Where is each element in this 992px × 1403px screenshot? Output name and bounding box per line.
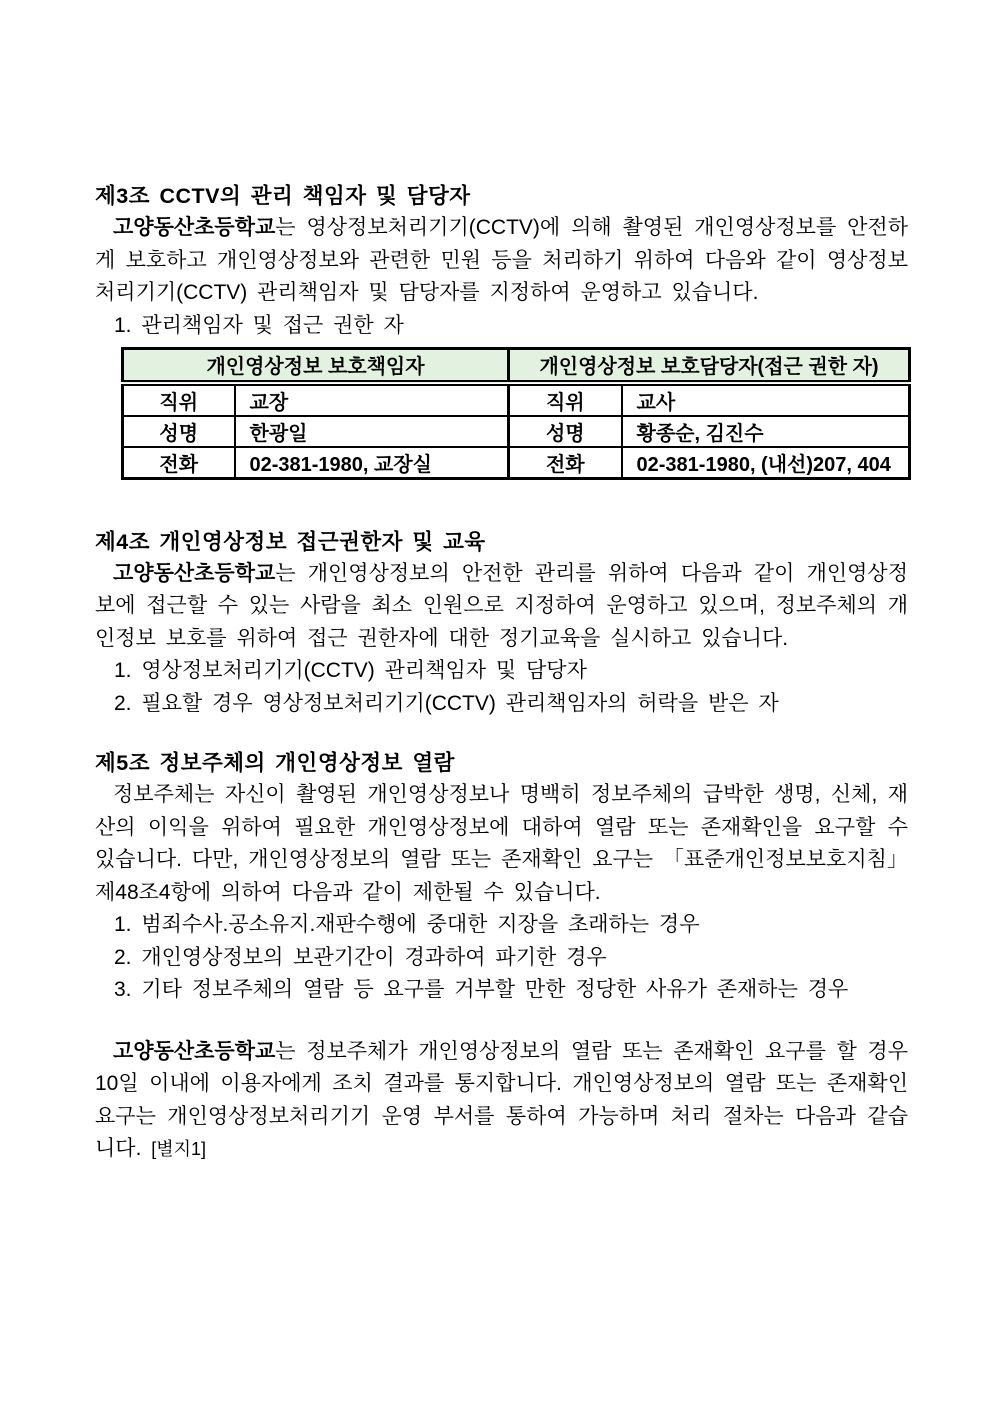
closing-paragraph (95, 1036, 908, 1166)
numbered-list-item: 3. 기타 정보주체의 열람 등 요구를 거부할 만한 정당한 사유가 존재하는 경우 (114, 978, 849, 1001)
numbered-list-item: 2. 필요할 경우 영상정보처리기기(CCTV) 관리책임자의 허락을 받은 자 (114, 691, 779, 715)
table-cell-value: 교장 (235, 383, 509, 416)
table-cell-value: 02-381-1980, (내선)207, 404 (622, 447, 910, 479)
table-header-protection-manager: 개인영상정보 보호담당자(접근 권한 자) (509, 349, 910, 383)
cctv-manager-table (121, 347, 911, 480)
article-3-section (95, 180, 908, 480)
numbered-list-item: 2. 개인영상정보의 보관기간이 경과하여 파기한 경우 (114, 945, 607, 969)
table-cell-label: 직위 (509, 383, 622, 416)
school-name-bold: 고양동산초등학교 (113, 561, 276, 585)
closing-paragraph-text: 는 정보주체가 개인영상정보의 열람 또는 존재확인 요구를 할 경우 10일 이내에 이용자에게 조치 결과를 통지합니다. 개인영상정보의 열람 또는 존재확인 요구는 개인영상정보처리기기 운영 부서를 통하여 가능하며 처리 절차는 다음과 같습니다. (95, 1039, 908, 1160)
article-4-section (95, 526, 908, 721)
article-4-heading: 제4조 개인영상정보 접근권한자 및 교육 (95, 529, 486, 554)
table-header-row (123, 349, 910, 383)
table-row-position (123, 383, 910, 416)
table-cell-label: 직위 (123, 383, 235, 416)
table-row-name (123, 416, 910, 447)
article-5-section (95, 747, 908, 1166)
table-cell-value: 02-381-1980, 교장실 (235, 447, 509, 479)
table-cell-label: 전화 (123, 447, 235, 479)
table-cell-label: 전화 (509, 447, 622, 479)
numbered-list-item: 1. 영상정보처리기기(CCTV) 관리책임자 및 담당자 (114, 659, 587, 682)
annex-reference: [별지1] (151, 1139, 207, 1159)
table-cell-value: 교사 (622, 383, 910, 416)
article-5-paragraph (95, 779, 908, 909)
article-3-paragraph-text: 는 영상정보처리기기(CCTV)에 의해 촬영된 개인영상정보를 안전하게 보호하고 개인영상정보와 관련한 민원 등을 처리하기 위하여 다음와 같이 영상정보처리기기(CCTV) 관리책임자 및 담당자를 지정하여 운영하고 있습니다. (95, 216, 908, 304)
article-3-paragraph (95, 212, 908, 310)
school-name-bold: 고양동산초등학교 (113, 216, 276, 239)
table-cell-value: 황종순, 김진수 (622, 416, 910, 447)
table-header-protection-officer: 개인영상정보 보호책임자 (123, 349, 509, 383)
table-cell-label: 성명 (123, 416, 235, 447)
article-5-paragraph-text: 정보주체는 자신이 촬영된 개인영상정보나 명백히 정보주체의 급박한 생명, 신체, 재산의 이익을 위하여 필요한 개인영상정보에 대하여 열람 또는 존재확인을 요구할 수 있습니다. 다만, 개인영상정보의 열람 또는 존재확인 요구는 「표준개인정보보호지침」 제48조4항에 의하여 다음과 같이 제한될 수 있습니다. (95, 783, 908, 904)
closing-space (141, 1137, 151, 1160)
table-row-phone (123, 447, 910, 479)
table-cell-value: 한광일 (235, 416, 509, 447)
table-cell-label: 성명 (509, 416, 622, 447)
article-3-heading: 제3조 CCTV의 관리 책임자 및 담당자 (95, 184, 471, 208)
article-4-paragraph-text: 는 개인영상정보의 안전한 관리를 위하여 다음과 같이 개인영상정보에 접근할 수 있는 사람을 최소 인원으로 지정하여 운영하고 있으며, 정보주체의 개인정보 보호를 위하여 접근 권한자에 대한 정기교육을 실시하고 있습니다. (95, 561, 908, 650)
numbered-list-item: 1. 범죄수사.공소유지.재판수행에 중대한 지장을 초래하는 경우 (114, 913, 700, 936)
numbered-list-item: 1. 관리책임자 및 접근 권한 자 (114, 313, 404, 337)
school-name-bold: 고양동산초등학교 (113, 1039, 276, 1063)
article-5-heading: 제5조 정보주체의 개인영상정보 열람 (95, 751, 455, 775)
article-4-paragraph (95, 558, 908, 656)
